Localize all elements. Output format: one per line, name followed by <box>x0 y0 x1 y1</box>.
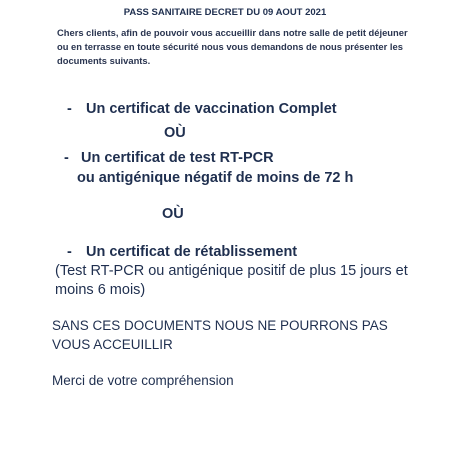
intro-line-3: documents suivants. <box>57 55 151 66</box>
recovery-note-line-2: moins 6 mois) <box>55 282 146 298</box>
intro-line-1: Chers clients, afin de pouvoir vous accueillir dans notre salle de petit déjeuner <box>57 27 408 38</box>
warning-line-2: VOUS ACCEUILLIR <box>52 337 173 352</box>
or-label-1: OÙ <box>164 125 186 141</box>
item-1-dash: - <box>67 101 72 117</box>
item-recovery-certificate: Un certificat de rétablissement <box>86 244 298 260</box>
item-vaccination-certificate: Un certificat de vaccination Complet <box>86 101 337 117</box>
thanks-message: Merci de votre compréhension <box>52 373 234 388</box>
warning-line-1: SANS CES DOCUMENTS NOUS NE POURRONS PAS <box>52 318 388 333</box>
item-2-dash: - <box>64 150 69 166</box>
item-3-dash: - <box>67 244 72 260</box>
item-test-certificate-line-2: ou antigénique négatif de moins de 72 h <box>77 170 354 186</box>
document-title: PASS SANITAIRE DECRET DU 09 AOUT 2021 <box>123 7 327 18</box>
recovery-note-line-1: (Test RT-PCR ou antigénique positif de plus 15 jours et <box>55 263 408 279</box>
item-test-certificate: Un certificat de test RT-PCR <box>81 150 274 166</box>
or-label-2: OÙ <box>162 206 184 222</box>
intro-line-2: ou en terrasse en toute sécurité nous vous demandons de nous présenter les <box>57 41 403 52</box>
